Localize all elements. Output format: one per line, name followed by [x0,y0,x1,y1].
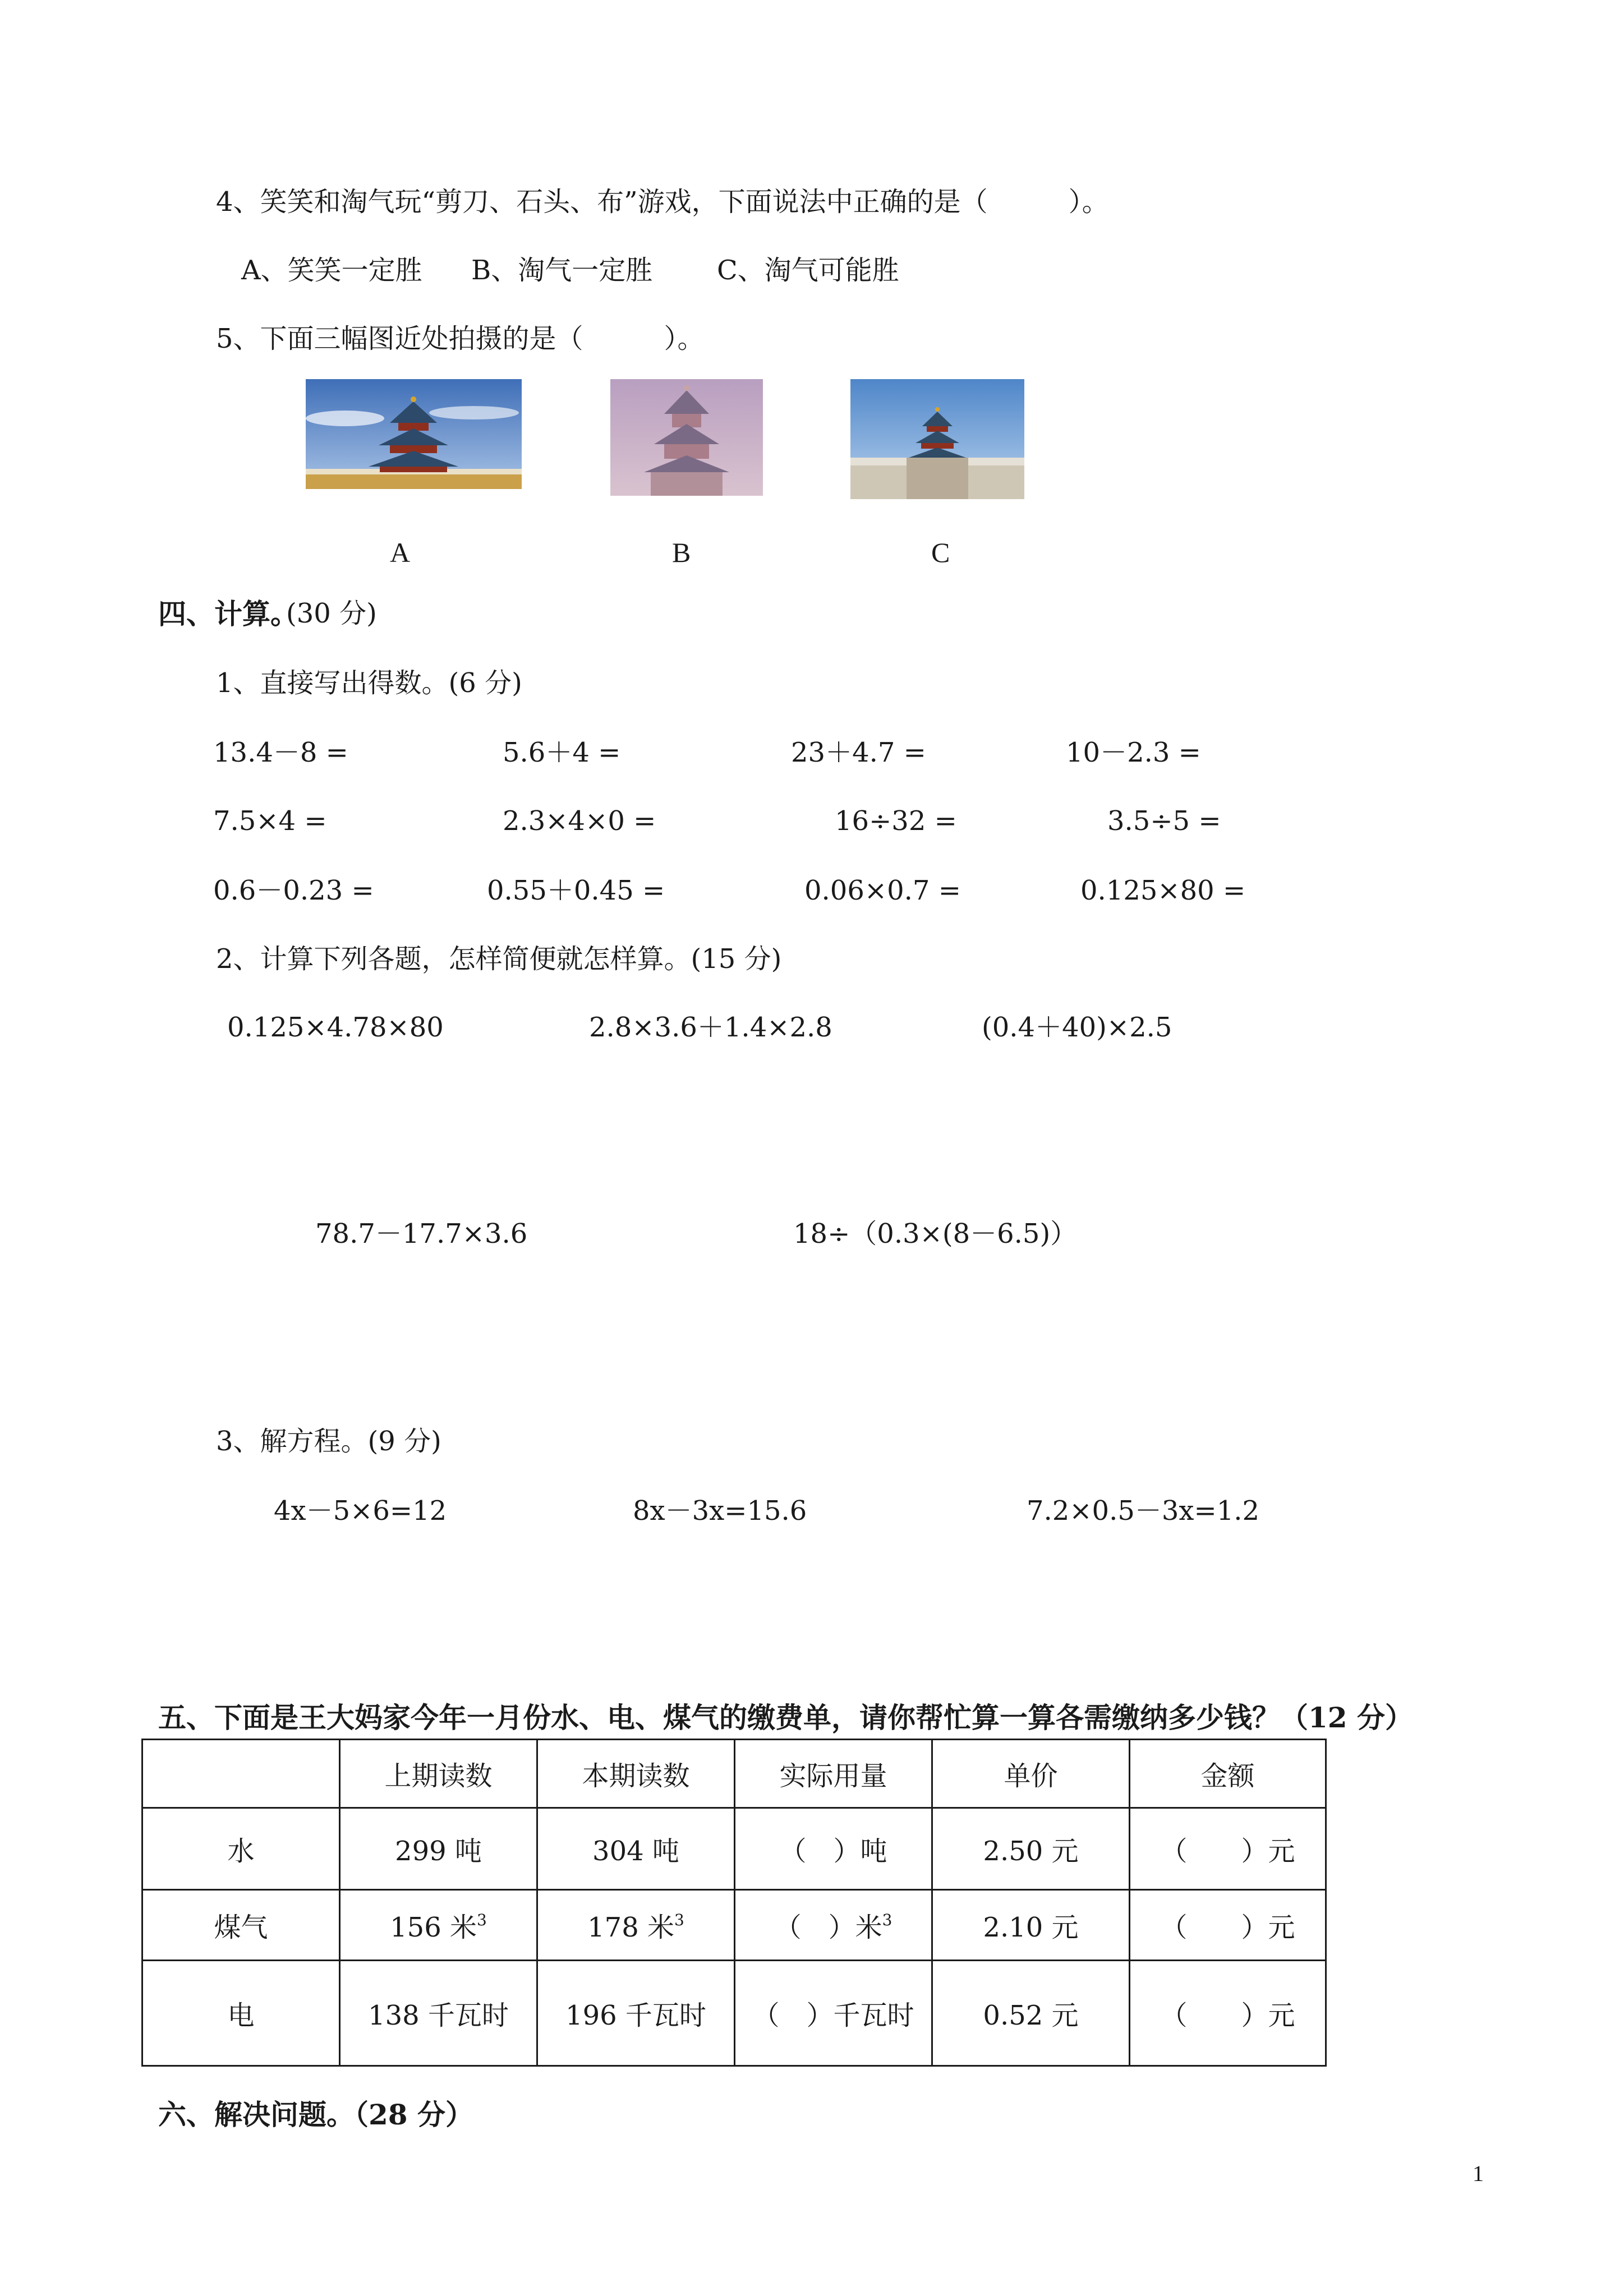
q4-option-a: A、笑笑一定胜 [241,255,422,286]
cubic-superscript: 3 [477,1911,487,1929]
row-usage: （ ）吨 [735,1808,932,1890]
calc-3-4: 0.125×80 = [1080,875,1246,906]
header-cell-blank [142,1740,340,1808]
calc-1-3: 23＋4.7 = [791,737,926,768]
section4-score: (30 分) [286,598,377,629]
simplify-5: 18÷（0.3×(8－6.5)） [793,1218,1078,1250]
table-header-row [142,1740,1326,1808]
row-amount: （ ）元 [1130,1890,1326,1961]
photo-label-a: A [390,537,411,568]
q4-option-b: B、淘气一定胜 [471,255,653,286]
temple-photo-b [610,379,763,496]
temple-photo-a [306,379,522,489]
cubic-superscript: 3 [674,1911,684,1929]
q4-question: 4、笑笑和淘气玩“剪刀、石头、布”游戏，下面说法中正确的是（ ）。 [216,186,1109,218]
header-unit-price: 单价 [932,1740,1130,1808]
row-usage: （ ）千瓦时 [735,1961,932,2066]
equation-1: 4x－5×6=12 [274,1495,447,1527]
header-prev-reading: 上期读数 [340,1740,537,1808]
row-item: 水 [142,1808,340,1890]
part3-title: 3、解方程。(9 分) [216,1426,441,1457]
calc-3-2: 0.55＋0.45 = [487,875,665,906]
part1-title: 1、直接写出得数。(6 分) [216,667,522,699]
row-curr: 196 千瓦时 [537,1961,735,2066]
calc-2-4: 3.5÷5 = [1107,805,1221,837]
simplify-2: 2.8×3.6＋1.4×2.8 [589,1012,832,1043]
row-usage: （ ）米 [774,1912,882,1943]
row-curr: 304 吨 [537,1808,735,1890]
table-row [142,1808,1326,1890]
row-curr-cell [537,1890,735,1961]
row-usage-cell [735,1890,932,1961]
page-number: 1 [1473,2161,1484,2186]
calc-3-1: 0.6－0.23 = [213,875,374,906]
calc-2-3: 16÷32 = [835,805,957,837]
calc-1-4: 10－2.3 = [1066,737,1201,768]
row-item: 煤气 [142,1890,340,1961]
equation-3: 7.2×0.5－3x=1.2 [1027,1495,1260,1527]
simplify-3: (0.4＋40)×2.5 [982,1012,1172,1043]
calc-2-1: 7.5×4 = [213,805,327,837]
row-price: 0.52 元 [932,1961,1130,2066]
row-curr: 178 米 [587,1912,675,1943]
row-prev: 299 吨 [340,1808,537,1890]
part2-title: 2、计算下列各题，怎样简便就怎样算。(15 分) [216,943,782,975]
calc-1-2: 5.6＋4 = [503,737,621,768]
row-price: 2.10 元 [932,1890,1130,1961]
row-amount: （ ）元 [1130,1808,1326,1890]
simplify-4: 78.7－17.7×3.6 [315,1218,528,1250]
cubic-superscript: 3 [882,1911,892,1929]
photo-label-c: C [931,537,950,568]
utility-fee-table [141,1739,1327,2067]
calc-1-1: 13.4－8 = [213,737,348,768]
header-curr-reading: 本期读数 [537,1740,735,1808]
section4-title: 四、计算。 [158,597,298,630]
row-prev: 156 米 [390,1912,477,1943]
simplify-1: 0.125×4.78×80 [227,1012,444,1043]
table-row [142,1890,1326,1961]
temple-photo-c [850,379,1024,499]
calc-3-3: 0.06×0.7 = [804,875,961,906]
calc-2-2: 2.3×4×0 = [503,805,656,837]
header-usage: 实际用量 [735,1740,932,1808]
table-row [142,1961,1326,2066]
row-item: 电 [142,1961,340,2066]
q5-question: 5、下面三幅图近处拍摄的是（ ）。 [216,323,705,354]
section5-title: 五、下面是王大妈家今年一月份水、电、煤气的缴费单，请你帮忙算一算各需缴纳多少钱？（12 分） [158,1701,1413,1734]
section6-title: 六、解决问题。（28 分） [158,2098,473,2131]
photo-label-b: B [672,537,691,568]
header-amount: 金额 [1130,1740,1326,1808]
q4-option-c: C、淘气可能胜 [717,255,899,286]
equation-2: 8x－3x=15.6 [633,1495,807,1527]
row-prev: 138 千瓦时 [340,1961,537,2066]
row-prev-cell [340,1890,537,1961]
row-amount: （ ）元 [1130,1961,1326,2066]
row-price: 2.50 元 [932,1808,1130,1890]
